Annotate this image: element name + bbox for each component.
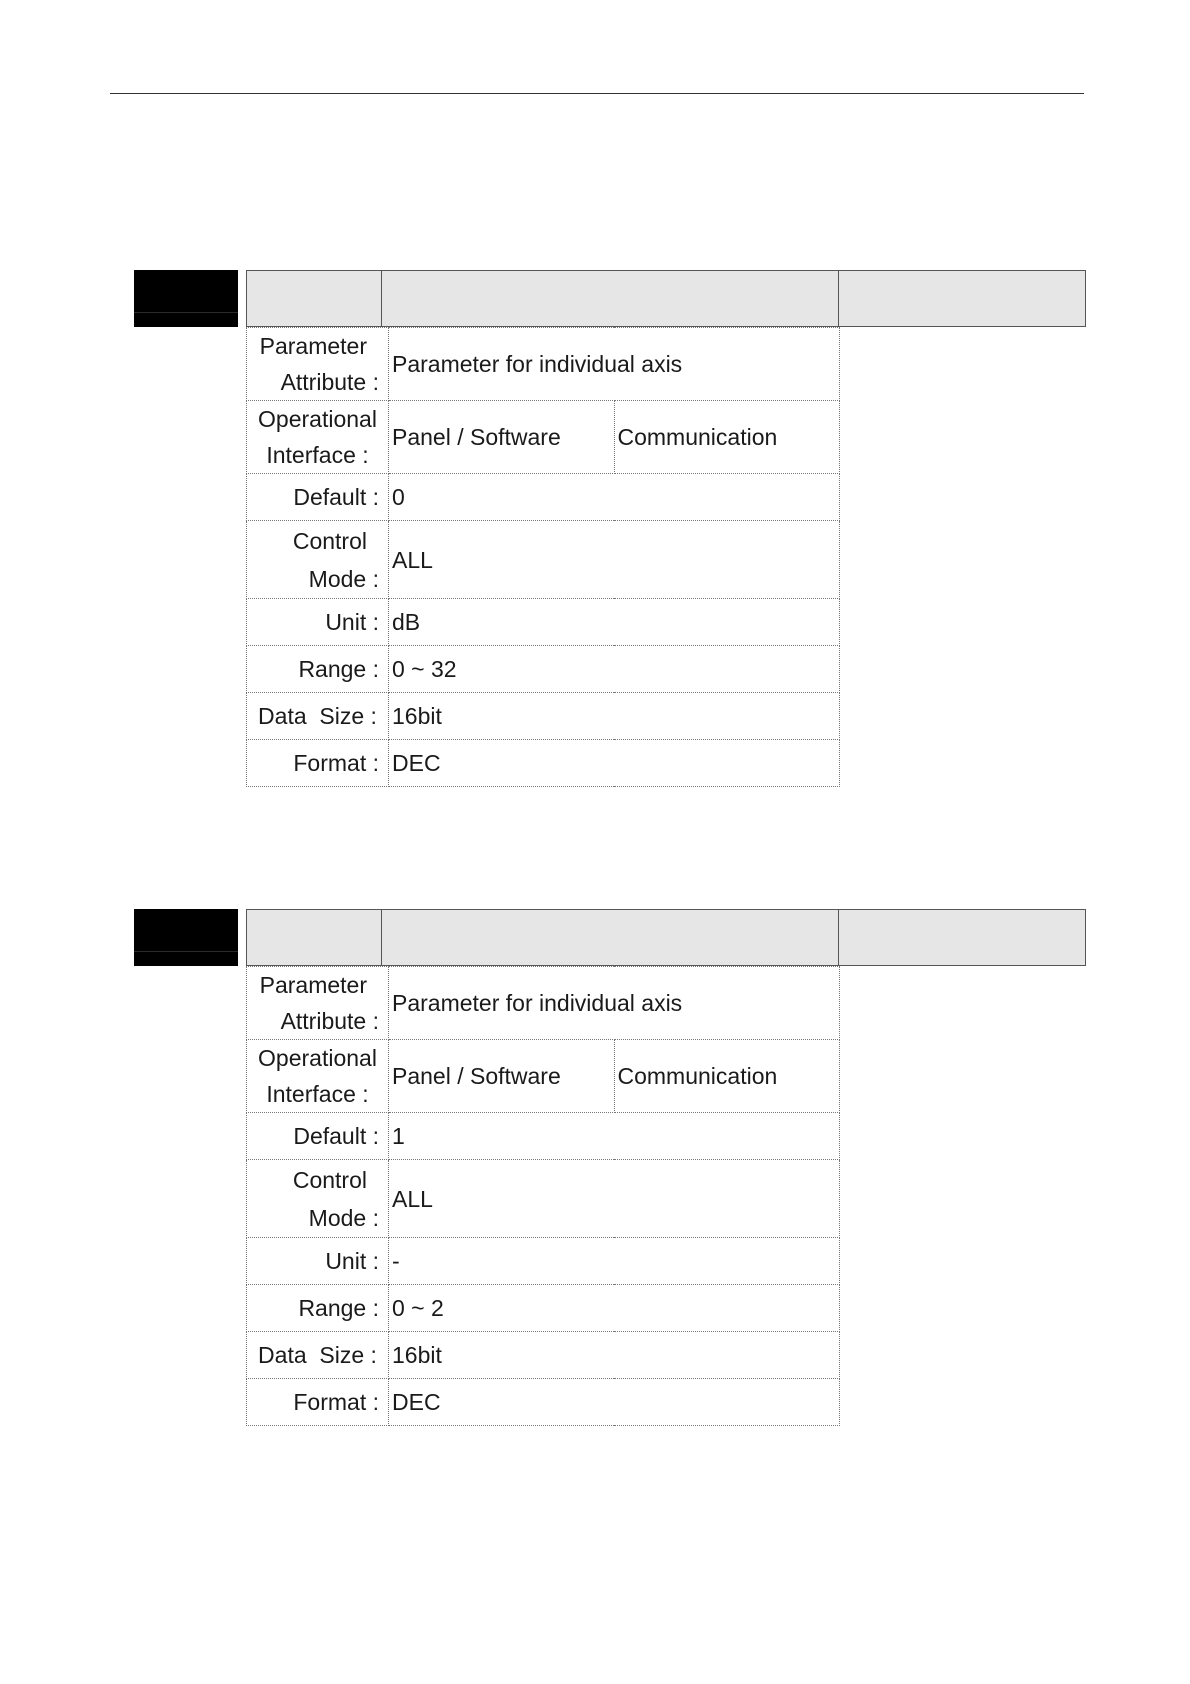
- default-label: Default :: [247, 474, 389, 521]
- unit-value: dB: [389, 599, 840, 646]
- header-cell-name: [382, 910, 839, 965]
- parameter-header-bar: [246, 909, 1086, 966]
- header-cell-code: [247, 271, 382, 326]
- range-label: Range :: [247, 646, 389, 693]
- attribute-label: Parameter Attribute :: [247, 967, 389, 1040]
- interface-communication: Communication: [614, 1040, 840, 1113]
- attribute-value: Parameter for individual axis: [389, 967, 840, 1040]
- unit-row: [247, 1238, 840, 1285]
- unit-row: [247, 599, 840, 646]
- control-mode-label: Control Mode :: [247, 521, 389, 599]
- default-row: [247, 474, 840, 521]
- range-label: Range :: [247, 1285, 389, 1332]
- header-cell-address: [839, 271, 1085, 326]
- data-size-label: Data Size :: [247, 1332, 389, 1379]
- default-value: 0: [389, 474, 840, 521]
- format-value: DEC: [389, 740, 840, 787]
- header-rule: [110, 93, 1084, 94]
- format-row: [247, 1379, 840, 1426]
- range-row: [247, 646, 840, 693]
- control-mode-label: Control Mode :: [247, 1160, 389, 1238]
- range-value: 0 ~ 32: [389, 646, 840, 693]
- unit-value: -: [389, 1238, 840, 1285]
- unit-label: Unit :: [247, 1238, 389, 1285]
- format-row: [247, 740, 840, 787]
- attribute-table: [246, 327, 840, 787]
- data-size-value: 16bit: [389, 693, 840, 740]
- header-cell-name: [382, 271, 839, 326]
- data-size-value: 16bit: [389, 1332, 840, 1379]
- header-cell-address: [839, 910, 1085, 965]
- interface-row: [247, 1040, 840, 1113]
- control-mode-value: ALL: [389, 521, 840, 599]
- data-size-label: Data Size :: [247, 693, 389, 740]
- interface-panel-software: Panel / Software: [389, 1040, 615, 1113]
- interface-panel-software: Panel / Software: [389, 401, 615, 474]
- data-size-row: [247, 1332, 840, 1379]
- parameter-code-tag: [134, 270, 238, 327]
- default-row: [247, 1113, 840, 1160]
- format-value: DEC: [389, 1379, 840, 1426]
- interface-label: Operational Interface :: [247, 1040, 389, 1113]
- range-row: [247, 1285, 840, 1332]
- control-mode-row: [247, 521, 840, 599]
- data-size-row: [247, 693, 840, 740]
- attribute-label: Parameter Attribute :: [247, 328, 389, 401]
- attribute-value: Parameter for individual axis: [389, 328, 840, 401]
- interface-label: Operational Interface :: [247, 401, 389, 474]
- attribute-row: [247, 328, 840, 401]
- format-label: Format :: [247, 740, 389, 787]
- format-label: Format :: [247, 1379, 389, 1426]
- interface-row: [247, 401, 840, 474]
- control-mode-row: [247, 1160, 840, 1238]
- attribute-row: [247, 967, 840, 1040]
- default-label: Default :: [247, 1113, 389, 1160]
- control-mode-value: ALL: [389, 1160, 840, 1238]
- interface-communication: Communication: [614, 401, 840, 474]
- attribute-table: [246, 966, 840, 1426]
- header-cell-code: [247, 910, 382, 965]
- unit-label: Unit :: [247, 599, 389, 646]
- default-value: 1: [389, 1113, 840, 1160]
- range-value: 0 ~ 2: [389, 1285, 840, 1332]
- parameter-header-bar: [246, 270, 1086, 327]
- parameter-code-tag: [134, 909, 238, 966]
